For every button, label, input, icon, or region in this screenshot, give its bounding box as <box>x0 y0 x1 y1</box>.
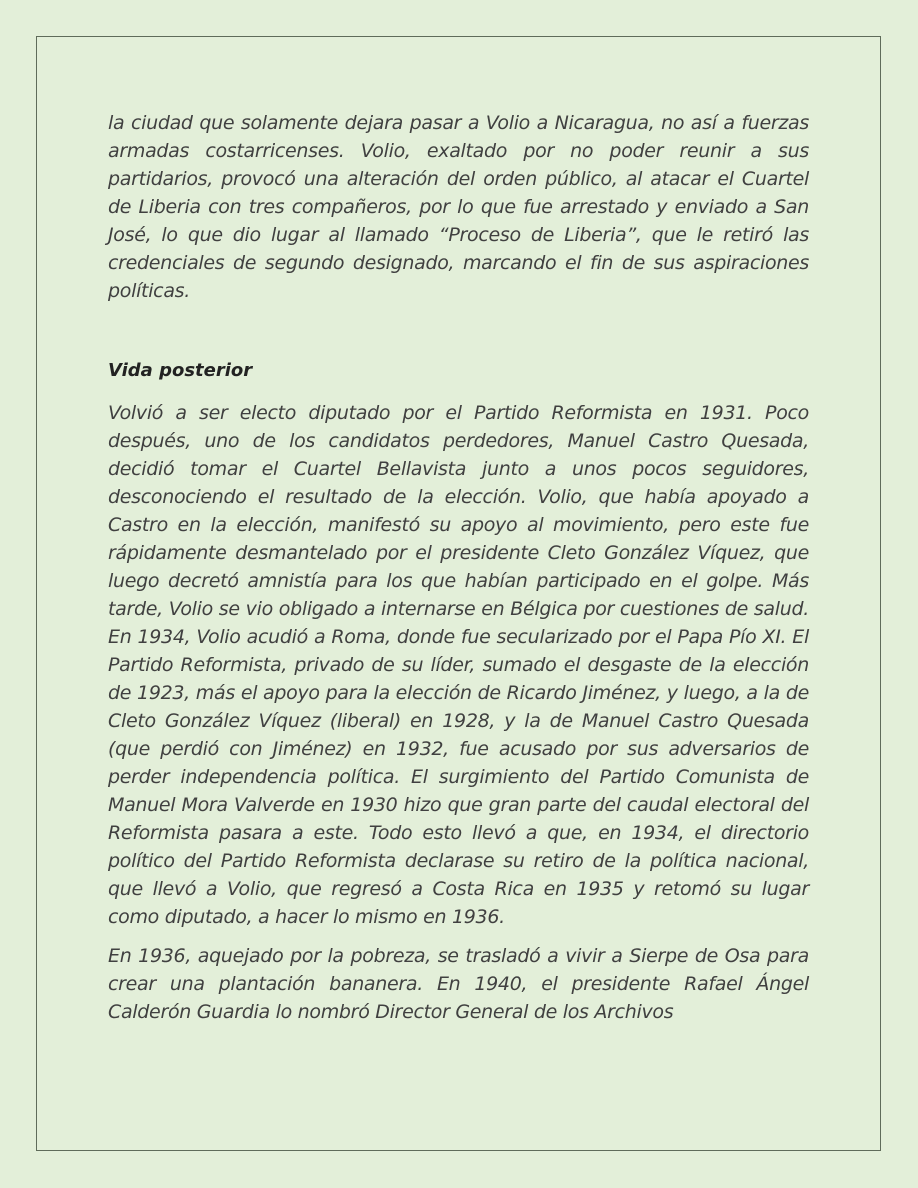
paragraph-sierpe-de-osa: En 1936, aquejado por la pobreza, se trasladó a vivir a Sierpe de Osa para crear una plantación bananera. En 1940, el presidente Rafael Ángel Calderón Guardia lo nombró Director General de los Archivos <box>108 945 809 1023</box>
section-heading-vida-posterior: Vida posterior <box>108 360 253 381</box>
document-body <box>108 109 809 1037</box>
paragraph-later-life: Volvió a ser electo diputado por el Partido Reformista en 1931. Poco después, uno de los candidatos perdedores, Manuel Castro Quesada, decidió tomar el Cuartel Bellavista junto a unos pocos seguidores, desconociendo el resultado de la elección. Volio, que había apoyado a Castro en la elección, manifestó su apoyo al movimiento, pero este fue rápidamente desmantelado por el presidente Cleto González Víquez, que luego decretó amnistía para los que habían participado en el golpe. Más tarde, Volio se vio obligado a internarse en Bélgica por cuestiones de salud. En 1934, Volio acudió a Roma, donde fue secularizado por el Papa Pío XI. El Partido Reformista, privado de su líder, sumado el desgaste de la elección de 1923, más el apoyo para la elección de Ricardo Jiménez, y luego, a la de Cleto González Víquez (liberal) en 1928, y la de Manuel Castro Quesada (que perdió con Jiménez) en 1932, fue acusado por sus adversarios de perder independencia política. El surgimiento del Partido Comunista de Manuel Mora Valverde en 1930 hizo que gran parte del caudal electoral del Reformista pasara a este. Todo esto llevó a que, en 1934, el directorio político del Partido Reformista declarase su retiro de la política nacional, que llevó a Volio, que regresó a Costa Rica en 1935 y retomó su lugar como diputado, a hacer lo mismo en 1936. <box>108 402 809 928</box>
paragraph-liberia-process: la ciudad que solamente dejara pasar a Volio a Nicaragua, no así a fuerzas armadas costarricenses. Volio, exaltado por no poder reunir a sus partidarios, provocó una alteración del orden público, al atacar el Cuartel de Liberia con tres compañeros, por lo que fue arrestado y enviado a San José, lo que dio lugar al llamado “Proceso de Liberia”, que le retiró las credenciales de segundo designado, marcando el fin de sus aspiraciones políticas. <box>108 112 809 302</box>
